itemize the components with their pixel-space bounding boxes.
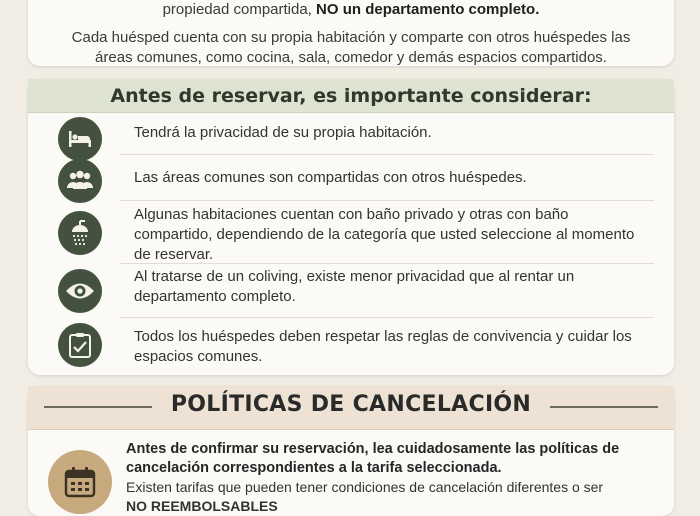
consider-item-text: Las áreas comunes son compartidas con otros huéspedes. xyxy=(134,169,527,186)
cancellation-details-text: Existen tarifas que pueden tener condiciones de cancelación diferentes o ser xyxy=(126,479,604,495)
divider xyxy=(120,317,654,318)
eye-icon xyxy=(58,269,102,313)
intro-line xyxy=(28,0,674,20)
consider-card xyxy=(28,79,674,375)
consider-item xyxy=(28,265,674,317)
people-icon xyxy=(58,159,102,203)
consider-item-text: Al tratarse de un coliving, existe menor privacidad que al rentar un departamento completo. xyxy=(134,268,575,305)
consider-item-text: Tendrá la privacidad de su propia habitación. xyxy=(134,124,432,141)
cancellation-title: POLÍTICAS DE CANCELACIÓN xyxy=(170,392,532,417)
consider-item-text: Todos los huéspedes deben respetar las reglas de convivencia y cuidar los espacios comunes. xyxy=(134,328,632,365)
consider-item-text: Algunas habitaciones cuentan con baño privado y otras con baño compartido, dependiendo de la categoría que usted seleccione al momento de reservar. xyxy=(134,206,635,263)
cancellation-card xyxy=(28,386,674,516)
intro-line-text: propiedad compartida, xyxy=(162,1,317,18)
cancellation-details xyxy=(126,478,646,516)
intro-line-bold: NO un departamento completo. xyxy=(316,1,540,18)
consider-item xyxy=(28,319,674,373)
checklist-icon xyxy=(58,323,102,367)
cancellation-notice: Antes de confirmar su reservación, lea cuidadosamente las políticas de cancelación correspondientes a la tarifa seleccionada. xyxy=(126,441,620,476)
non-refundable-label: NO REEMBOLSABLES xyxy=(126,498,278,514)
calendar-icon xyxy=(48,450,112,514)
consider-title: Antes de reservar, es importante considerar: xyxy=(28,79,674,113)
shower-icon xyxy=(58,211,102,255)
intro-paragraph: Cada huésped cuenta con su propia habitación y comparte con otros huéspedes las áreas comunes, como cocina, sala, comedor y demás espacios compartidos. xyxy=(71,29,631,66)
divider xyxy=(120,200,654,201)
consider-item xyxy=(28,155,674,205)
intro-card xyxy=(28,0,674,66)
divider xyxy=(120,263,654,264)
header-rule-right xyxy=(550,406,658,408)
cancellation-header xyxy=(28,386,674,430)
